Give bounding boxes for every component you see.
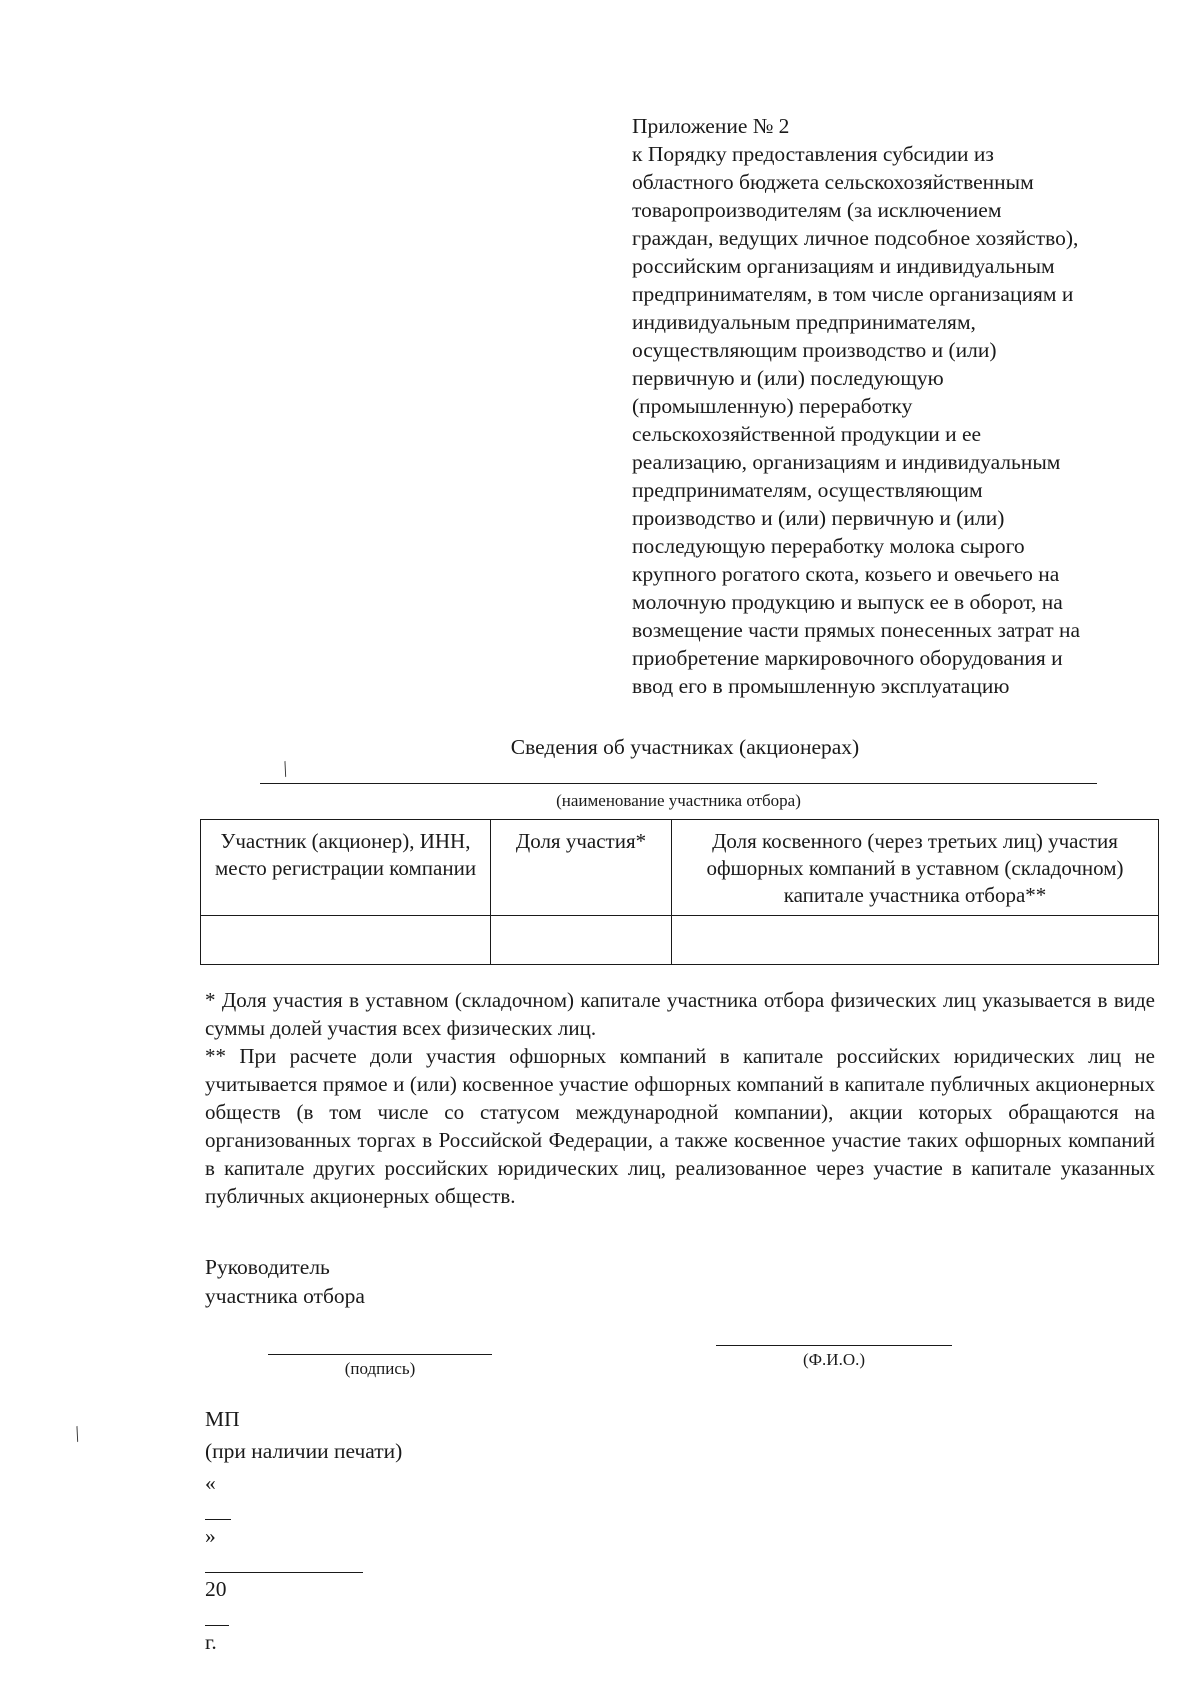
table-header-row — [201, 820, 1159, 916]
appendix-line: индивидуальным предпринимателям, — [632, 310, 976, 334]
document-title: Сведения об участниках (акционерах) — [510, 735, 860, 759]
footnotes — [205, 986, 1155, 1210]
signer-subtitle: участника отбора — [205, 1284, 365, 1308]
appendix-line: реализацию, организациям и индивидуальным — [632, 450, 1061, 474]
appendix-line: приобретение маркировочного оборудования и — [632, 646, 1063, 670]
year-prefix: 20 — [205, 1577, 227, 1601]
appendix-line: к Порядку предоставления субсидии из — [632, 142, 994, 166]
table-cell[interactable] — [672, 916, 1159, 965]
signature-caption: (подпись) — [344, 1359, 416, 1378]
appendix-line: крупного рогатого скота, козьего и овечьего на — [632, 562, 1060, 586]
year-field[interactable] — [205, 1605, 229, 1626]
appendix-line: российским организациям и индивидуальным — [632, 254, 1055, 278]
signer-title: Руководитель — [205, 1255, 330, 1279]
appendix-line: осуществляющим производство и (или) — [632, 338, 997, 362]
appendix-number: Приложение № 2 — [632, 114, 790, 138]
stamp-label: МП — [205, 1407, 240, 1431]
appendix-line: последующую переработку молока сырого — [632, 534, 1025, 558]
header-participant: Участник (акционер), ИНН, место регистрации компании — [201, 820, 491, 916]
participant-name-line — [260, 783, 1097, 784]
appendix-line: первичную и (или) последующую — [632, 366, 944, 390]
appendix-line: (промышленную) переработку — [632, 394, 913, 418]
fio-caption: (Ф.И.О.) — [802, 1350, 866, 1369]
year-suffix: г. — [205, 1630, 217, 1654]
footnote-1: * Доля участия в уставном (складочном) капитале участника отбора физических лиц указывается в виде суммы долей участия всех физических лиц. — [205, 988, 1155, 1040]
participants-table — [200, 819, 1159, 965]
appendix-line: возмещение части прямых понесенных затрат на — [632, 618, 1081, 642]
stamp-block — [205, 1403, 402, 1658]
date-quote-close: » — [205, 1524, 216, 1548]
scan-mark: ╱ — [278, 761, 292, 777]
day-field[interactable] — [205, 1499, 231, 1520]
month-field[interactable] — [205, 1552, 363, 1573]
appendix-line: предпринимателям, осуществляющим — [632, 478, 983, 502]
stamp-note: (при наличии печати) — [205, 1439, 403, 1463]
footnote-2: ** При расчете доли участия офшорных компаний в капитале российских юридических лиц не учитывается прямое и (или) косвенное участие офшорных компаний в капитале публичных акционерных обществ (в том числе со статусом международной компании), акции которых обращаются на организованных торгах в Российской Федерации, а также косвенное участие таких офшорных компаний в капитале других российских юридических лиц, реализованное через участие в капитале указанных публичных акционерных обществ. — [205, 1044, 1155, 1208]
signer-block — [205, 1253, 365, 1311]
appendix-header — [632, 112, 1152, 700]
appendix-line: производство и (или) первичную и (или) — [632, 506, 1005, 530]
signature-line — [268, 1354, 492, 1355]
appendix-line: молочную продукцию и выпуск ее в оборот, на — [632, 590, 1063, 614]
appendix-line: ввод его в промышленную эксплуатацию — [632, 674, 1010, 698]
fio-line — [716, 1345, 952, 1346]
appendix-line: граждан, ведущих личное подсобное хозяйство), — [632, 226, 1079, 250]
header-share: Доля участия* — [491, 820, 672, 916]
date-quote-open: « — [205, 1471, 216, 1495]
appendix-line: областного бюджета сельскохозяйственным — [632, 170, 1034, 194]
participant-name-caption: (наименование участника отбора) — [556, 791, 801, 810]
table-row — [201, 916, 1159, 965]
appendix-line: сельскохозяйственной продукции и ее — [632, 422, 982, 446]
scan-mark: ╱ — [70, 1426, 84, 1442]
date-line — [205, 1467, 402, 1658]
appendix-line: предпринимателям, в том числе организациям и — [632, 282, 1074, 306]
table-cell[interactable] — [201, 916, 491, 965]
appendix-line: товаропроизводителям (за исключением — [632, 198, 1002, 222]
header-offshore-share: Доля косвенного (через третьих лиц) участия офшорных компаний в уставном (складочном) капитале участника отбора** — [672, 820, 1159, 916]
table-cell[interactable] — [491, 916, 672, 965]
